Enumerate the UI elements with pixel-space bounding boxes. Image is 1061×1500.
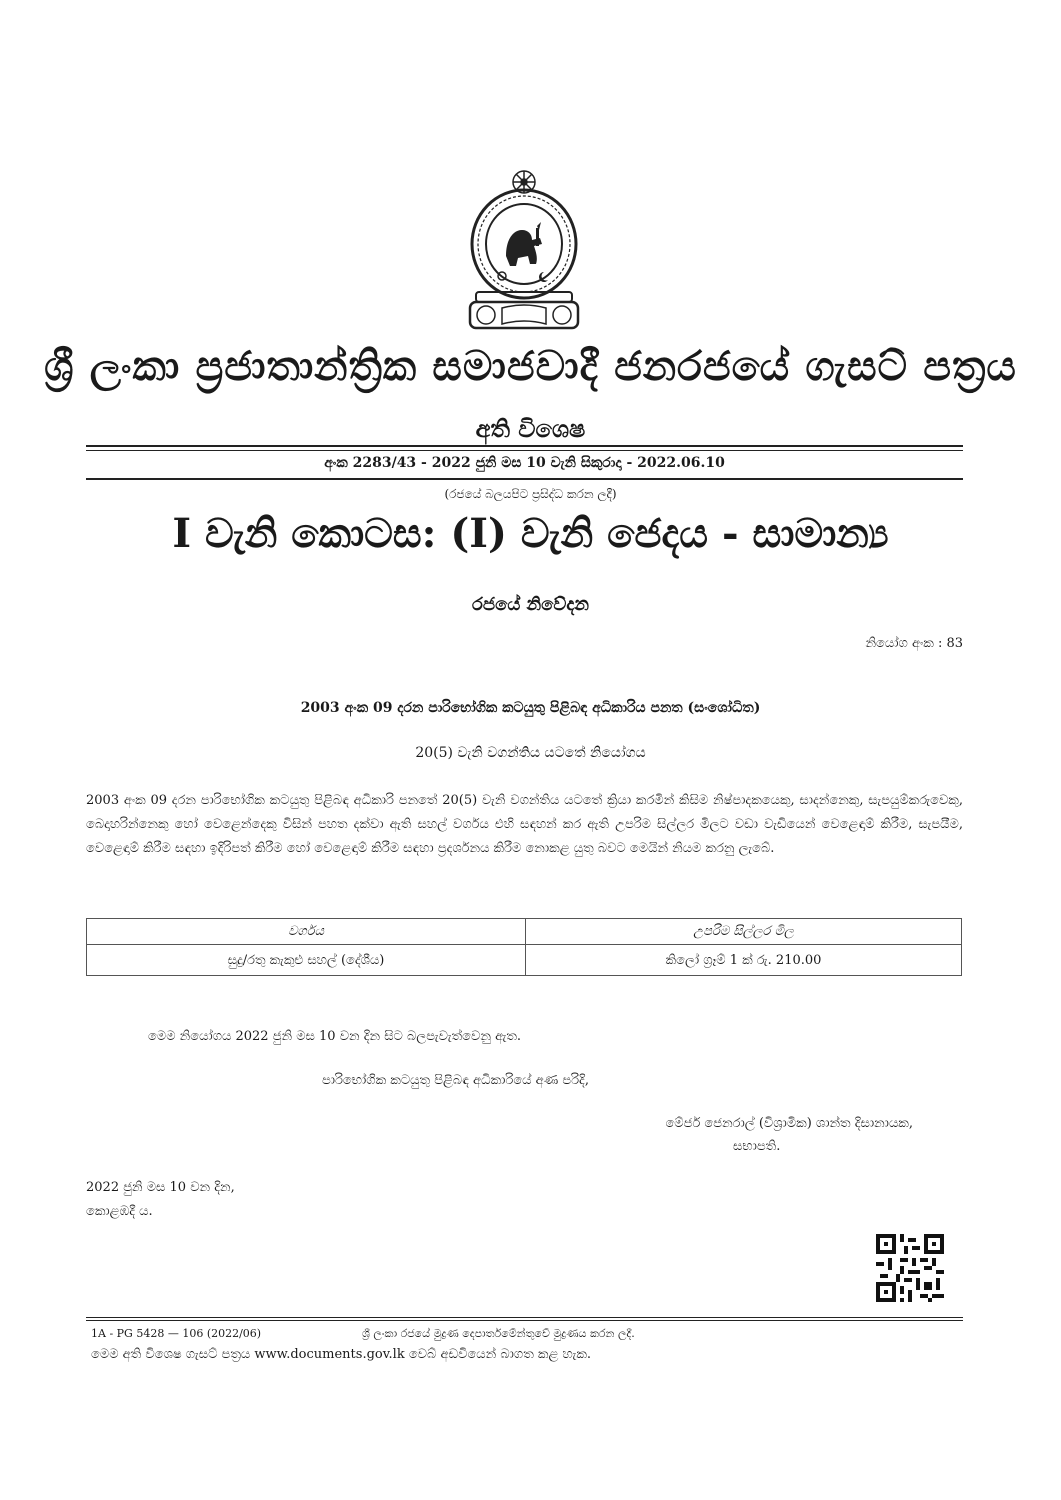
effective-line: මෙම නියෝගය 2022 ජුනි මස 10 වන දින සිට බලපැවැත්වෙනු ඇත. (148, 1029, 522, 1044)
sri-lanka-emblem-icon (466, 168, 582, 336)
signatory-title: සභාපති. (733, 1139, 781, 1154)
table-header-cell: උපරිම සිල්ලර මිල (526, 919, 962, 945)
gazette-title: ශ්‍රී ලංකා ප්‍රජාතාන්ත්‍රික සමාජවාදී ජනරජයේ ගැසට් පත්‍රය (44, 342, 1017, 390)
footer-divider (86, 1320, 963, 1321)
footer-code: 1A - PG 5428 — 106 (2022/06) (91, 1327, 262, 1340)
divider (86, 478, 963, 480)
by-order-line: පාරිභෝගික කටයුතු පිළිබඳ අධිකාරියේ අණ පරිදි, (322, 1073, 589, 1088)
act-title: 2003 අංක 09 දරන පාරිභෝගික කටයුතු පිළිබඳ අධිකාරිය පනත (සංශෝධිත) (300, 700, 761, 716)
price-table (86, 918, 962, 976)
part-heading: I වැනි කොටස: (I) වැනි ජෙදය - සාමාන්‍ය (172, 510, 889, 557)
qr-code-icon (876, 1234, 944, 1302)
table-row (87, 945, 962, 976)
section-title: 20(5) වැනි වගන්තිය යටතේ නියෝගය (415, 745, 646, 761)
table-cell: සුදු/රතු කැකුළු සහල් (දේශීය) (87, 945, 526, 976)
divider (86, 450, 963, 451)
table-header-cell: වර්ගය (87, 919, 526, 945)
divider (86, 445, 963, 447)
table-cell: කිලෝ ග්‍රෑම් 1 ක් රු. 210.00 (526, 945, 962, 976)
issue-line: අංක 2283/43 - 2022 ජුනි මස 10 වැනි සිකුරාදා - 2022.06.10 (324, 455, 725, 471)
date-line: 2022 ජුනි මස 10 වන දින, (86, 1180, 235, 1195)
authority-line: (රජයේ බලයපිට ප්‍රසිද්ධ කරන ලදී) (444, 487, 617, 501)
table-header-row (87, 919, 962, 945)
body-paragraph: 2003 අංක 09 දරන පාරිභෝගික කටයුතු පිළිබඳ අධිකාරි පනතේ 20(5) වැනි වගන්තිය යටතේ ක්‍රියා කරමින් කිසිම නිෂ්පාදකයෙකු, සාදන්නෙකු, සැපයුම්කරුවෙකු, බෙදාහරින්නෙකු හෝ වෙළෙන්දෙකු විසින් පහත දක්වා ඇති සහල් වර්ගය එහි සඳහන් කර ඇති උපරිම සිල්ලර මිලට වඩා වැඩියෙන් වෙළෙඳාම් කිරීම, සැපයීම, වෙළෙඳාම් කිරීම සඳහා ඉදිරිපත් කිරීම හෝ වෙළෙඳාම් කිරීම සඳහා ප්‍රදර්ශනය කිරීම නොකළ යුතු බවට මෙයින් නියම කරනු ලැබේ. (86, 793, 963, 856)
footer-divider (86, 1317, 963, 1318)
signatory-name: මේජර් ජෙනරාල් (විශ්‍රාමික) ශාන්ත දිසානායක, (665, 1116, 913, 1131)
place-line: කොළඹදී ය. (86, 1204, 153, 1219)
footer-download: මෙම අති විශෙෂ ගැසට් පත්‍රය www.documents.gov.lk වෙබ් අඩවියෙන් බාගත කළ හැක. (91, 1347, 592, 1362)
gazette-subtitle: අති විශෙෂ (475, 414, 586, 443)
footer-printer: ශ්‍රී ලංකා රජයේ මුද්‍රණ දෙපාර්තමේන්තුවේ මුද්‍රණය කරන ලදී. (362, 1327, 635, 1340)
notice-heading: රජයේ නිවේදන (472, 594, 589, 615)
order-number: නියෝග අංක : 83 (865, 636, 963, 651)
